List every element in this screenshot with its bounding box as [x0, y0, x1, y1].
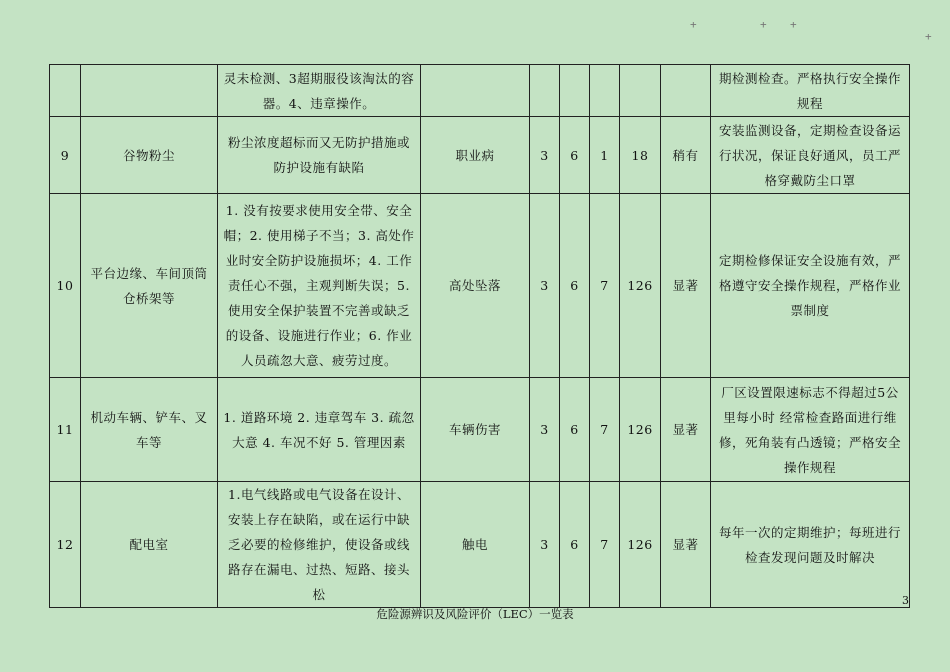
hazard-factors: 灵未检测、3超期服役该淘汰的容器。4、违章操作。 [218, 65, 421, 117]
risk-level: 显著 [661, 194, 711, 378]
accident-type: 高处坠落 [421, 194, 530, 378]
table-row [50, 65, 910, 117]
crop-mark: + [790, 18, 797, 31]
hazard-factors: 1. 没有按要求使用安全带、安全帽；2. 使用梯子不当；3. 高处作业时安全防护设施损坏；4. 工作责任心不强，主观判断失误；5. 使用安全保护装置不完善或缺乏的设备、设施进行作业；6. 作业人员疏忽大意、疲劳过度。 [218, 194, 421, 378]
risk-level: 显著 [661, 482, 711, 608]
control-measures: 期检测检查。严格执行安全操作规程 [711, 65, 910, 117]
table-row [50, 378, 910, 482]
hazard-factors: 粉尘浓度超标而又无防护措施或防护设施有缺陷 [218, 117, 421, 194]
value-l [530, 65, 560, 117]
crop-mark: + [925, 30, 932, 43]
table-row [50, 482, 910, 608]
value-c: 7 [590, 194, 620, 378]
value-d: 126 [620, 378, 661, 482]
row-number: 9 [50, 117, 81, 194]
hazard-factors: 1. 道路环境 2. 违章驾车 3. 疏忽大意 4. 车况不好 5. 管理因素 [218, 378, 421, 482]
value-e: 6 [560, 194, 590, 378]
accident-type: 触电 [421, 482, 530, 608]
accident-type [421, 65, 530, 117]
hazard-place: 平台边缘、车间顶筒仓桥架等 [81, 194, 218, 378]
control-measures: 定期检修保证安全设施有效，严格遵守安全操作规程，严格作业票制度 [711, 194, 910, 378]
value-c [590, 65, 620, 117]
value-c: 7 [590, 378, 620, 482]
page-number: 3 [902, 594, 909, 607]
hazard-place [81, 65, 218, 117]
hazard-place: 机动车辆、铲车、叉车等 [81, 378, 218, 482]
value-l: 3 [530, 117, 560, 194]
hazard-factors: 1.电气线路或电气设备在设计、安装上存在缺陷，或在运行中缺乏必要的检修维护，使设备或线路存在漏电、过热、短路、接头松 [218, 482, 421, 608]
lec-risk-table [49, 64, 910, 608]
crop-mark: + [760, 18, 767, 31]
value-c: 1 [590, 117, 620, 194]
accident-type: 车辆伤害 [421, 378, 530, 482]
hazard-place: 谷物粉尘 [81, 117, 218, 194]
value-d: 126 [620, 482, 661, 608]
risk-level [661, 65, 711, 117]
row-number: 10 [50, 194, 81, 378]
control-measures: 每年一次的定期维护；每班进行检查发现问题及时解决 [711, 482, 910, 608]
risk-level: 稍有 [661, 117, 711, 194]
value-l: 3 [530, 482, 560, 608]
value-l: 3 [530, 378, 560, 482]
hazard-place: 配电室 [81, 482, 218, 608]
page-footer-title: 危险源辨识及风险评价（LEC）一览表 [376, 607, 574, 621]
value-e: 6 [560, 378, 590, 482]
value-e: 6 [560, 482, 590, 608]
value-d: 18 [620, 117, 661, 194]
table-row [50, 117, 910, 194]
risk-level: 显著 [661, 378, 711, 482]
value-c: 7 [590, 482, 620, 608]
row-number: 11 [50, 378, 81, 482]
value-d: 126 [620, 194, 661, 378]
value-e [560, 65, 590, 117]
control-measures: 安装监测设备，定期检查设备运行状况，保证良好通风，员工严格穿戴防尘口罩 [711, 117, 910, 194]
table-row [50, 194, 910, 378]
row-number: 12 [50, 482, 81, 608]
value-e: 6 [560, 117, 590, 194]
row-number [50, 65, 81, 117]
value-d [620, 65, 661, 117]
corner-crop-marks [0, 0, 950, 60]
accident-type: 职业病 [421, 117, 530, 194]
control-measures: 厂区设置限速标志不得超过5公里每小时 经常检查路面进行维修，死角装有凸透镜；严格安全操作规程 [711, 378, 910, 482]
value-l: 3 [530, 194, 560, 378]
crop-mark: + [690, 18, 697, 31]
